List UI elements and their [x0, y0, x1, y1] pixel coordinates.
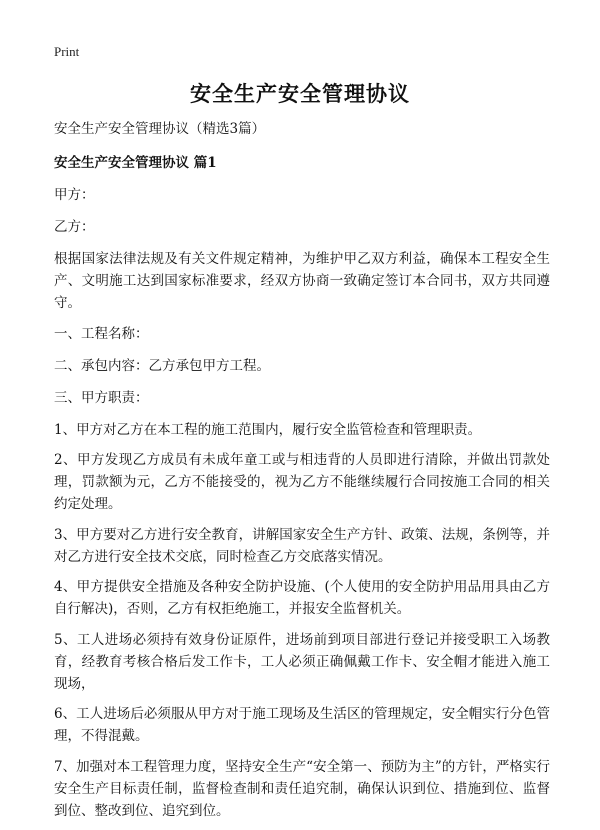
intro-paragraph: 根据国家法律法规及有关文件规定精神，为维护甲乙双方利益，确保本工程安全生产、文明施工达到国家标准要求，经双方协商一致确定签订本合同书，双方共同遵守。 [54, 251, 550, 311]
duty-paragraph-6: 6、工人进场后必须服从甲方对于施工现场及生活区的管理规定，安全帽实行分色管理，不得混戴。 [54, 706, 550, 744]
duty-paragraph-4: 4、甲方提供安全措施及各种安全防护设施、(个人使用的安全防护用品用具由乙方自行解决)，否则，乙方有权拒绝施工，并报安全监督机关。 [54, 579, 550, 617]
item-duties-heading: 三、甲方职责： [54, 389, 149, 406]
duty-paragraph-2: 2、甲方发现乙方成员有未成年童工或与相违背的人员即进行清除，并做出罚款处理，罚款额为元，乙方不能接受的，视为乙方不能继续履行合同按施工合同的相关约定处理。 [54, 452, 550, 512]
document-body [54, 118, 550, 830]
item-contract-content: 二、承包内容：乙方承包甲方工程。 [54, 357, 270, 374]
duty-paragraph-1: 1、甲方对乙方在本工程的施工范围内，履行安全监管检查和管理职责。 [54, 421, 482, 438]
document-title: 安全生产安全管理协议 [190, 81, 410, 106]
duty-paragraph-5: 5、工人进场必须持有效身份证原件，进场前到项目部进行登记并接受职工入场教育，经教育考核合格后发工作卡，工人必须正确佩戴工作卡、安全帽才能进入施工现场， [54, 631, 550, 692]
print-label[interactable]: Print [54, 44, 80, 59]
item-project-name: 一、工程名称： [54, 325, 149, 342]
party-a-label: 甲方： [54, 187, 95, 203]
duty-paragraph-3: 3、甲方要对乙方进行安全教育，讲解国家安全生产方针、政策、法规，条例等，并对乙方进行安全技术交底，同时检查乙方交底落实情况。 [54, 526, 550, 565]
section-heading: 安全生产安全管理协议 篇1 [54, 155, 217, 171]
party-b-label: 乙方： [54, 219, 95, 235]
document-subtitle: 安全生产安全管理协议（精选3篇） [54, 121, 266, 137]
duty-paragraph-7: 7、加强对本工程管理力度，坚持安全生产“安全第一、预防为主”的方针，严格实行安全生产目标责任制，监督检查制和责任追究制，确保认识到位、措施到位、监督到位、整改到位、追究到位。 [54, 758, 550, 819]
